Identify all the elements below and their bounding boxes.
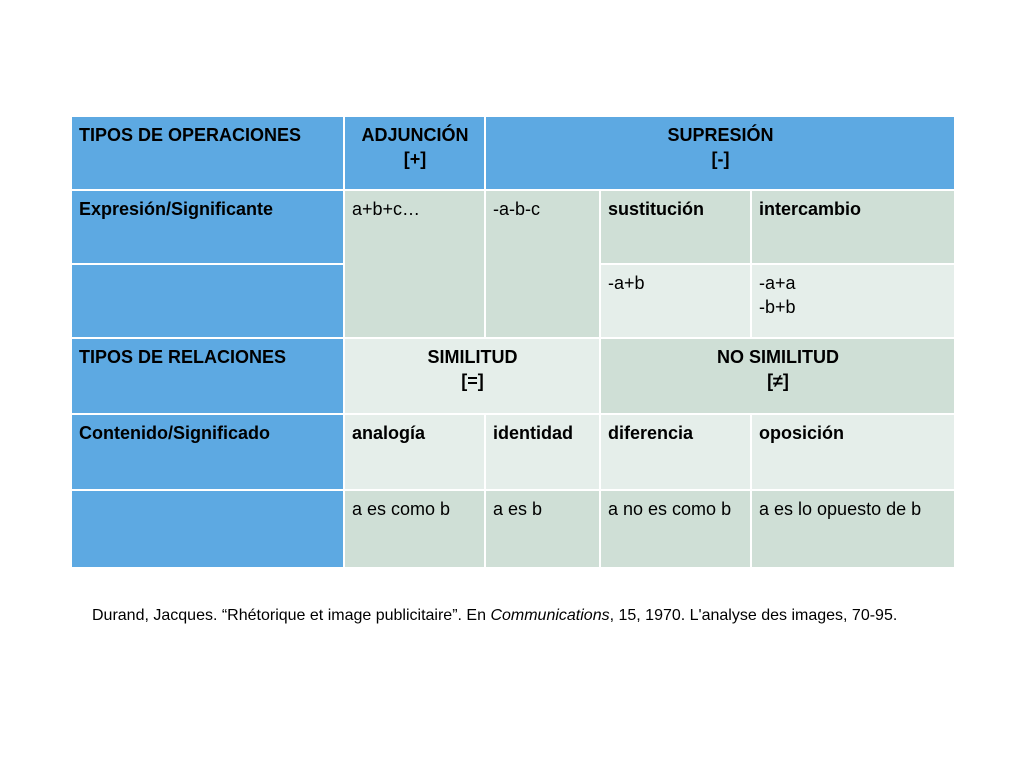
cell-text: Expresión/Significante [79, 199, 274, 219]
row-label-content [71, 414, 344, 490]
table-row [71, 338, 955, 414]
operations-relations-table [70, 115, 956, 569]
cell-text: a no es como b [608, 499, 732, 519]
cell-analogy-example [344, 490, 485, 568]
cell-text: TIPOS DE OPERACIONES [79, 125, 302, 145]
table-row [71, 490, 955, 568]
cell-text: analogía [352, 423, 426, 443]
cell-text: [+] [403, 149, 427, 169]
cell-identity [485, 414, 600, 490]
cell-text: -a-b-c [493, 199, 541, 219]
cell-no-similarity [600, 338, 955, 414]
cell-text: [=] [461, 371, 484, 391]
cell-identity-example [485, 490, 600, 568]
cell-text: identidad [493, 423, 573, 443]
header-adjunction [344, 116, 485, 190]
cell-text: diferencia [608, 423, 694, 443]
table-row [71, 116, 955, 190]
cell-text: a+b+c… [352, 199, 421, 219]
cell-text: -b+b [759, 297, 796, 317]
cell-text: SUPRESIÓN [667, 125, 774, 145]
cell-text: [≠] [767, 371, 789, 391]
cell-opposition [751, 414, 955, 490]
table-row [71, 190, 955, 264]
cell-exchange [751, 190, 955, 264]
cell-analogy [344, 414, 485, 490]
cell-text: TIPOS DE RELACIONES [79, 347, 287, 367]
cell-text: -a+a [759, 273, 796, 293]
cell-text: a es b [493, 499, 543, 519]
cell-text: NO SIMILITUD [717, 347, 839, 367]
row-label-expression [71, 190, 344, 264]
header-relation-types [71, 338, 344, 414]
cell-difference [600, 414, 751, 490]
cell-suppression-formula [485, 190, 600, 338]
cell-text: intercambio [759, 199, 862, 219]
cell-substitution-formula [600, 264, 751, 338]
row-label-empty [71, 490, 344, 568]
header-operation-types [71, 116, 344, 190]
row-label-empty [71, 264, 344, 338]
cell-similarity [344, 338, 600, 414]
citation-text: Durand, Jacques. “Rhétorique et image publicitaire”. En [92, 607, 491, 624]
cell-text: oposición [759, 423, 844, 443]
citation-text: , 15, 1970. L'analyse des images, 70-95. [609, 607, 898, 624]
cell-text: Contenido/Significado [79, 423, 270, 443]
header-suppression [485, 116, 955, 190]
citation-journal: Communications [490, 607, 610, 624]
cell-text: ADJUNCIÓN [361, 125, 469, 145]
cell-text: sustitución [608, 199, 705, 219]
citation-footnote [92, 605, 897, 627]
cell-exchange-formula [751, 264, 955, 338]
cell-adjunction-formula [344, 190, 485, 338]
cell-text: a es lo opuesto de b [759, 499, 922, 519]
cell-text: -a+b [608, 273, 645, 293]
table-row [71, 414, 955, 490]
cell-substitution [600, 190, 751, 264]
cell-text: [-] [711, 149, 730, 169]
cell-text: a es como b [352, 499, 451, 519]
cell-difference-example [600, 490, 751, 568]
cell-opposition-example [751, 490, 955, 568]
cell-text: SIMILITUD [427, 347, 518, 367]
